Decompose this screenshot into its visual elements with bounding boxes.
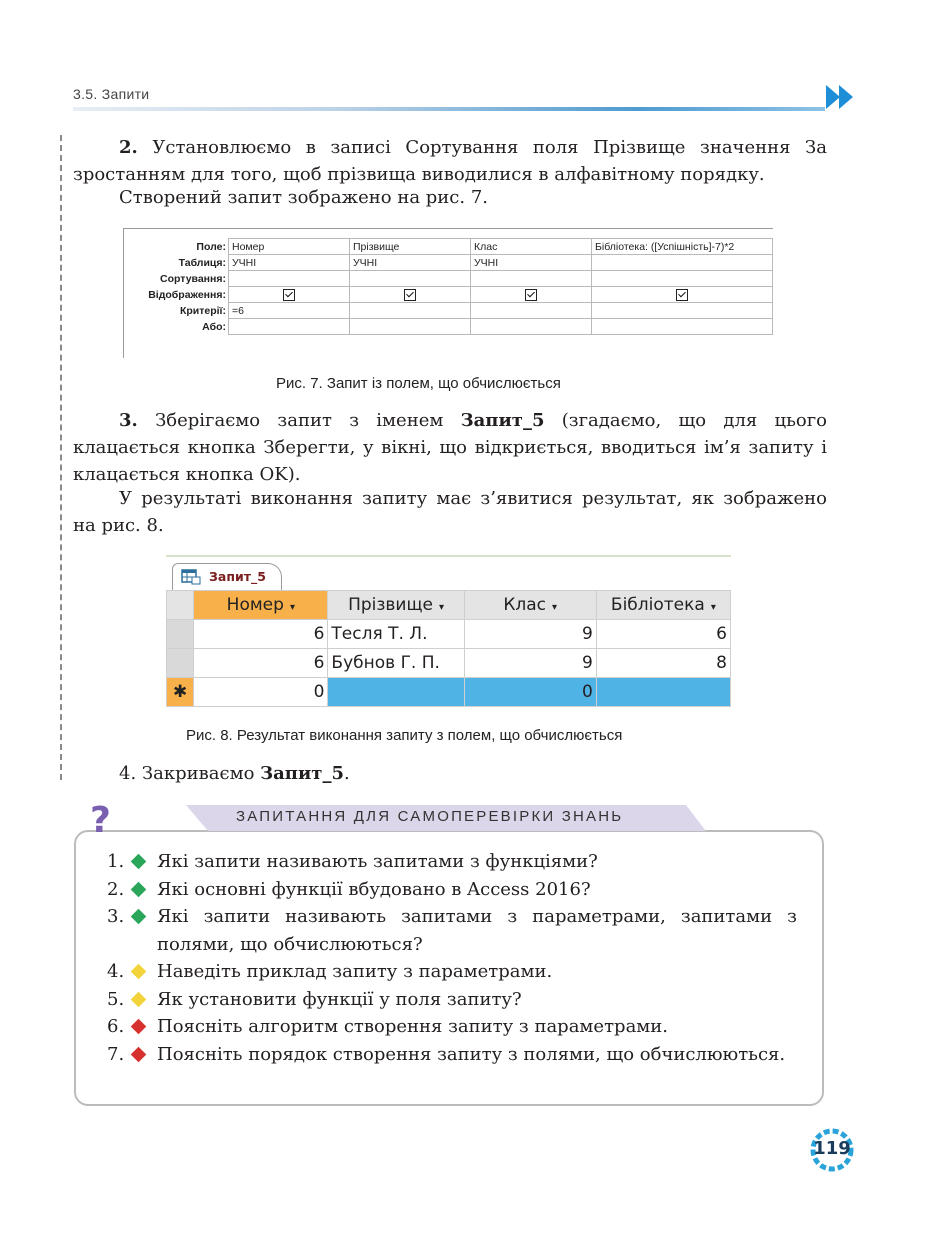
grid-cell[interactable]: УЧНІ (350, 255, 471, 271)
red-diamond-icon (131, 1046, 147, 1062)
grid-cell[interactable] (350, 271, 471, 287)
table-cell[interactable]: 0 (464, 678, 596, 707)
query-design-grid (123, 228, 773, 358)
section-header: 3.5. Запити (73, 86, 150, 102)
table-cell[interactable] (596, 678, 730, 707)
figure-8-caption: Рис. 8. Результат виконання запиту з полем, що обчислюється (186, 727, 623, 744)
query-result-datasheet (166, 555, 731, 707)
figure-7-caption: Рис. 7. Запит із полем, що обчислюється (276, 375, 561, 392)
column-header-nomer[interactable]: Номер ▾ (194, 591, 328, 620)
list-item: 6. Поясніть алгоритм створення запиту з параметрами. (107, 1016, 669, 1037)
list-item: 3. Які запити називають запитами з параметрами, запитами з полями, що обчислюються? (107, 906, 797, 955)
table-cell[interactable]: 9 (464, 620, 596, 649)
yellow-diamond-icon (131, 964, 147, 980)
table-cell[interactable]: 6 (596, 620, 730, 649)
table-cell[interactable]: 6 (194, 620, 328, 649)
grid-cell[interactable] (471, 271, 592, 287)
row-label: Або: (202, 320, 226, 333)
grid-cell[interactable] (350, 319, 471, 335)
row-selector[interactable] (167, 649, 194, 678)
grid-cell[interactable] (350, 287, 471, 303)
column-header-prizvyshche[interactable]: Прізвище ▾ (328, 591, 464, 620)
new-record-marker-icon[interactable]: ✱ (167, 678, 194, 707)
list-item: 4. Наведіть приклад запиту з параметрами. (107, 961, 553, 982)
table-row (167, 620, 731, 649)
query-table-icon (181, 569, 201, 585)
grid-cell[interactable]: Номер (229, 239, 350, 255)
page-number: 119 (813, 1138, 851, 1159)
tab-label: Запит_5 (209, 569, 266, 584)
grid-cell[interactable] (471, 319, 592, 335)
checkbox-checked[interactable] (283, 289, 295, 301)
yellow-diamond-icon (131, 991, 147, 1007)
table-cell[interactable]: 6 (194, 649, 328, 678)
grid-cell[interactable] (350, 303, 471, 319)
grid-cell[interactable]: =6 (229, 303, 350, 319)
tab-query-5[interactable] (172, 563, 282, 590)
table-cell[interactable]: 8 (596, 649, 730, 678)
grid-cell[interactable] (229, 287, 350, 303)
question-mark-icon: ? (90, 800, 111, 841)
checkbox-checked[interactable] (676, 289, 688, 301)
table-cell[interactable]: Тесля Т. Л. (328, 620, 464, 649)
green-diamond-icon (131, 909, 147, 925)
table-cell[interactable]: Бубнов Г. П. (328, 649, 464, 678)
dropdown-arrow-icon[interactable]: ▾ (438, 602, 444, 613)
grid-cell[interactable]: Бібліотека: ([Успішність]-7)*2 (592, 239, 773, 255)
table-row (167, 649, 731, 678)
column-header-klas[interactable]: Клас ▾ (464, 591, 596, 620)
table-cell[interactable]: 0 (194, 678, 328, 707)
grid-cell[interactable] (592, 319, 773, 335)
select-all-corner[interactable] (167, 591, 194, 620)
row-label: Поле: (196, 240, 226, 253)
grid-cell[interactable] (471, 287, 592, 303)
self-check-title: ЗАПИТАННЯ ДЛЯ САМОПЕРЕВІРКИ ЗНАНЬ (236, 808, 624, 825)
grid-cell[interactable] (592, 255, 773, 271)
table-cell[interactable] (328, 678, 464, 707)
column-header-biblioteka[interactable]: Бібліотека ▾ (596, 591, 730, 620)
list-item: 7. Поясніть порядок створення запиту з полями, що обчислюються. (107, 1043, 786, 1065)
dropdown-arrow-icon[interactable]: ▾ (710, 602, 716, 613)
grid-cell[interactable] (229, 319, 350, 335)
row-label: Таблиця: (178, 256, 226, 269)
grid-cell[interactable]: УЧНІ (229, 255, 350, 271)
list-item: 1. Які запити називають запитами з функціями? (107, 851, 598, 872)
grid-cell[interactable] (592, 287, 773, 303)
paragraph-fig8-ref: У результаті виконання запиту має з’явитися результат, як зображено на рис. 8. (73, 488, 827, 536)
dropdown-arrow-icon[interactable]: ▾ (552, 602, 558, 613)
grid-cell[interactable] (592, 271, 773, 287)
grid-cell[interactable] (592, 303, 773, 319)
red-diamond-icon (131, 1019, 147, 1035)
paragraph-fig7-ref: Створений запит зображено на рис. 7. (119, 187, 488, 208)
row-label: Сортування: (160, 272, 226, 285)
green-diamond-icon (131, 854, 147, 870)
row-label: Критерії: (179, 304, 226, 317)
checkbox-checked[interactable] (525, 289, 537, 301)
header-rule (73, 107, 825, 111)
dropdown-arrow-icon[interactable]: ▾ (289, 602, 295, 613)
grid-cell[interactable]: Прізвище (350, 239, 471, 255)
paragraph-step-3: 3. Зберігаємо запит з іменем Запит_5 (згадаємо, що для цього клацається кнопка Зберегти, у вікні, що відкриється, вводиться ім’я запиту і клацається кнопка OK). (73, 410, 827, 485)
grid-cell[interactable]: УЧНІ (471, 255, 592, 271)
paragraph-step-4: 4. Закриваємо Запит_5. (119, 763, 350, 784)
checkbox-checked[interactable] (404, 289, 416, 301)
row-selector[interactable] (167, 620, 194, 649)
list-item: 5. Як установити функції у поля запиту? (107, 988, 522, 1010)
grid-cell[interactable]: Клас (471, 239, 592, 255)
green-diamond-icon (131, 881, 147, 897)
list-item: 2. Які основні функції вбудовано в Access 2016? (107, 878, 591, 900)
new-record-row (167, 678, 731, 707)
double-arrow-icon (826, 83, 856, 111)
question-list (107, 848, 797, 1068)
margin-rule (60, 135, 62, 780)
table-cell[interactable]: 9 (464, 649, 596, 678)
paragraph-step-2: 2. Установлюємо в записі Сортування поля Прізвище значення За зростанням для того, щоб прізвища виводилися в алфавітному порядку. (73, 137, 827, 185)
grid-cell[interactable] (229, 271, 350, 287)
grid-cell[interactable] (471, 303, 592, 319)
row-label: Відображення: (148, 288, 226, 301)
